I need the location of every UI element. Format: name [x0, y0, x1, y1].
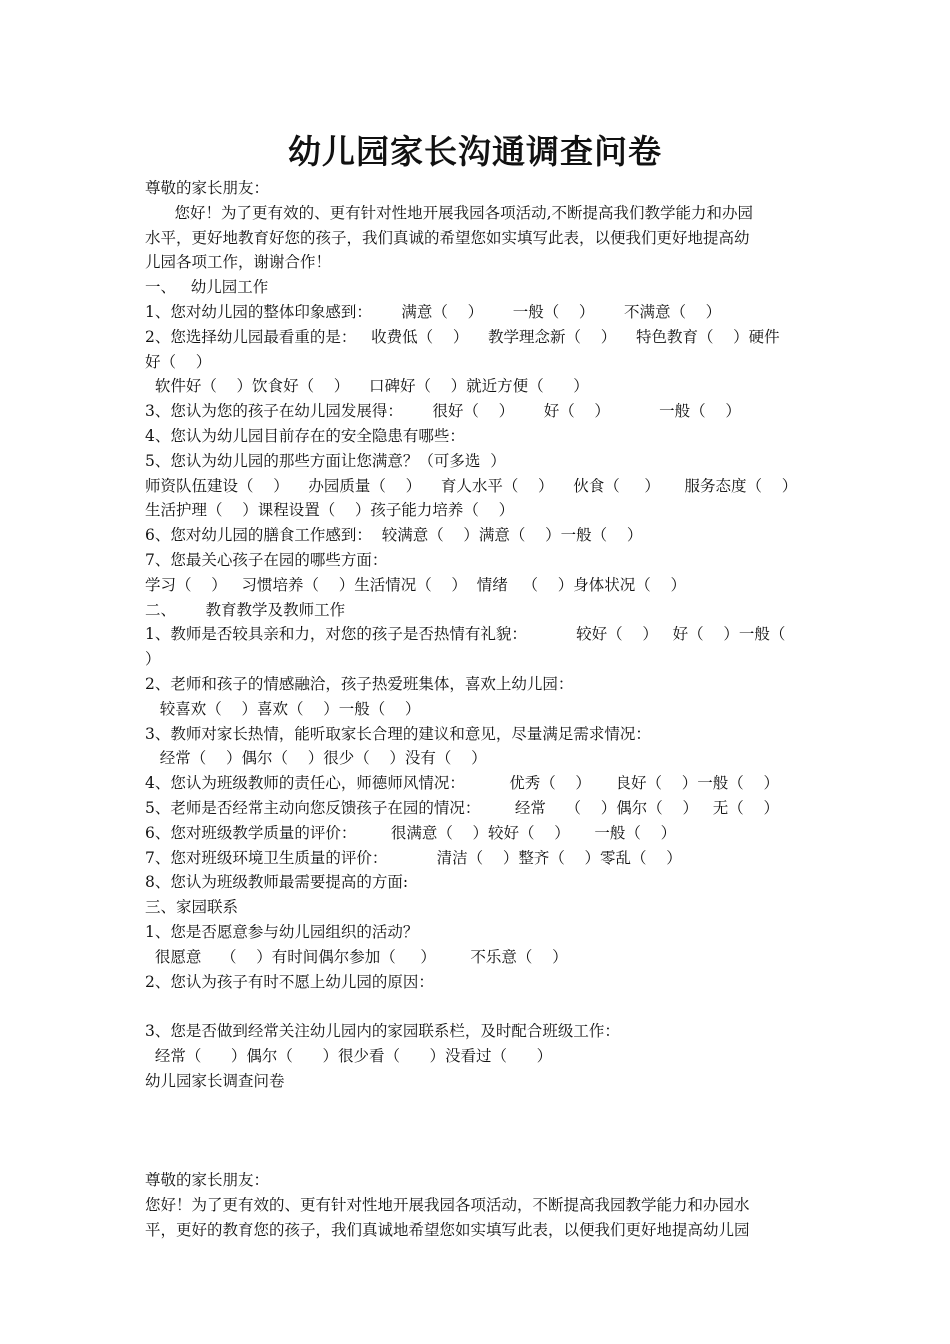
text-line: 尊敬的家长朋友：: [145, 179, 270, 197]
text-line: 2、老师和孩子的情感融洽，孩子热爱班集体，喜欢上幼儿园：: [145, 675, 574, 693]
text-line: 1、您是否愿意参与幼儿园组织的活动？: [145, 923, 419, 941]
text-line: 较喜欢（ ）喜欢（ ）一般（ ）: [145, 699, 421, 718]
text-line: 三、家园联系: [145, 898, 239, 917]
text-line: 生活护理（ ）课程设置（ ）孩子能力培养（ ）: [145, 501, 515, 520]
text-line: 学习（ ） 习惯培养（ ）生活情况（ ） 情绪 （ ）身体状况（ ）: [145, 575, 686, 594]
text-line: 水平，更好地教育好您的孩子，我们真诚的希望您如实填写此表，以便我们更好地提高幼: [145, 228, 750, 247]
text-line: 2、您认为孩子有时不愿上幼儿园的原因：: [145, 972, 434, 991]
text-line: 经常（ ）偶尔（ ）很少（ ）没有（ ）: [145, 749, 487, 768]
text-line: 3、您是否做到经常关注幼儿园内的家园联系栏，及时配合班级工作：: [145, 1022, 620, 1041]
text-line: 3、教师对家长热情，能听取家长合理的建议和意见，尽量满足需求情况：: [145, 724, 651, 743]
text-line: 二、 教育教学及教师工作: [145, 600, 346, 619]
text-line: ）: [145, 650, 161, 669]
text-line: 尊敬的家长朋友：: [145, 1171, 270, 1189]
text-line: 7、您最关心孩子在园的哪些方面：: [145, 551, 388, 569]
text-line: 软件好（ ）饮食好（ ） 口碑好（ ）就近方便（ ）: [145, 377, 589, 396]
text-line: 8、您认为班级教师最需要提高的方面:: [145, 873, 409, 892]
text-line: 您好！为了更有效的、更有针对性地开展我园各项活动,不断提高我们教学能力和办园: [145, 203, 753, 222]
text-line: 很愿意 （ ）有时间偶尔参加（ ） 不乐意（ ）: [145, 947, 568, 966]
text-line: 4、您认为幼儿园目前存在的安全隐患有哪些：: [145, 427, 465, 445]
text-line: 4、您认为班级教师的责任心，师德师风情况： 优秀（ ） 良好（ ）一般（ ）: [145, 774, 779, 793]
text-line: 好（ ）: [145, 352, 212, 371]
text-line: 5、您认为幼儿园的那些方面让您满意？（可多选 ）: [145, 451, 506, 470]
document-title: 幼儿园家长沟通调查问卷: [288, 132, 662, 171]
text-line: 您好！为了更有效的、更有针对性地开展我园各项活动，不断提高我园教学能力和办园水: [145, 1195, 750, 1214]
text-line: 2、您选择幼儿园最看重的是： 收费低（ ） 教学理念新（ ） 特色教育（ ）硬件: [145, 327, 780, 346]
text-line: 一、 幼儿园工作: [145, 278, 269, 297]
text-line: 5、老师是否经常主动向您反馈孩子在园的情况： 经常 （ ）偶尔（ ） 无（ ）: [145, 799, 779, 817]
text-line: 6、您对班级教学质量的评价： 很满意（ ）较好（ ） 一般（ ）: [145, 823, 677, 842]
text-line: 1、您对幼儿园的整体印象感到： 满意（ ） 一般（ ） 不满意（ ）: [145, 303, 722, 321]
text-line: 平，更好的教育您的孩子，我们真诚地希望您如实填写此表，以便我们更好地提高幼儿园: [145, 1220, 750, 1239]
text-line: 幼儿园家长调查问卷: [145, 1071, 285, 1090]
text-line: 6、您对幼儿园的膳食工作感到： 较满意（ ）满意（ ）一般（ ）: [145, 526, 643, 545]
text-line: 经常（ ）偶尔（ ）很少看（ ）没看过（ ）: [145, 1047, 553, 1065]
text-line: 1、教师是否较具亲和力，对您的孩子是否热情有礼貌： 较好（ ） 好（ ）一般（: [145, 625, 786, 644]
text-line: 儿园各项工作，谢谢合作！: [145, 253, 332, 272]
text-line: 师资队伍建设（ ） 办园质量（ ） 育人水平（ ） 伙食（ ） 服务态度（ ）: [145, 476, 798, 495]
text-line: 3、您认为您的孩子在幼儿园发展得： 很好（ ） 好（ ） 一般（ ）: [145, 402, 741, 421]
text-line: 7、您对班级环境卫生质量的评价： 清洁（ ）整齐（ ）零乱（ ）: [145, 848, 682, 867]
